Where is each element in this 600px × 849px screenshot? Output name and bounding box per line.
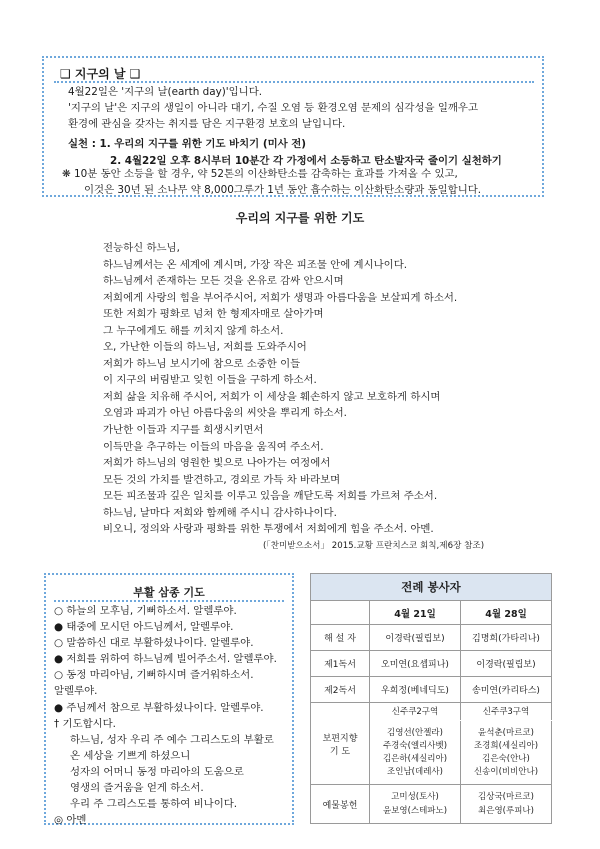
row-label: 제1독서 [311, 651, 370, 677]
minister-name: 윤석춘(마르코) [478, 727, 534, 738]
ministry-table [310, 573, 552, 824]
minister-name: 김상국(마르코) [478, 792, 534, 803]
minister-cell: 김명희(가타리나) [461, 625, 552, 651]
minister-cell: 이경락(필립보) [370, 625, 461, 651]
minister-name: 김영선(안젤라) [387, 727, 443, 738]
date-header-1: 4월 21일 [370, 600, 461, 625]
easter-prayer-box [44, 573, 294, 825]
date-header-2: 4월 28일 [461, 600, 552, 625]
prayer-text [103, 240, 484, 554]
prayer-citation: (「찬미받으소서」 2015.교황 프란치스코 회칙,제6장 참조) [263, 540, 485, 551]
row-label: 제2독서 [311, 676, 370, 702]
prayer-title: 우리의 지구를 위한 기도 [235, 211, 365, 225]
divider [54, 600, 284, 602]
earth-day-line: '지구의 날'은 지구의 생일이 아니라 대기, 수질 오염 등 환경오염 문제의 심각성을 일깨우고 [68, 102, 478, 114]
note-line: ❋ 10분 동안 소등을 할 경우, 약 52톤의 이산화탄소를 감축하는 효과를 가져올 수 있고, [62, 168, 458, 180]
prayer-line: 가난한 이들과 지구를 희생시키면서 [103, 424, 264, 437]
easter-line: ● 태중에 모시던 아드님께서, 알렐루야. [54, 621, 234, 634]
earth-day-title: ❑ 지구의 날 ❑ [60, 67, 141, 81]
minister-cell: 우희정(베네딕도) [370, 676, 461, 702]
prayer-line: 그 누구에게도 해를 끼치지 않게 하소서. [103, 324, 284, 337]
prayer-line: 이 지구의 버림받고 잊힌 이들을 구하게 하소서. [103, 374, 317, 387]
row-label: 보편지향 기 도 [311, 702, 370, 785]
minister-name: 김은하(세실리아) [382, 753, 448, 764]
easter-line: ○ 하늘의 모후님, 기뻐하소서. 알렐루야. [54, 605, 237, 617]
note-line: 이것은 30년 된 소나무 약 8,000그루가 1년 동안 흡수하는 이산화탄소량과 동일합니다. [84, 184, 482, 196]
prayer-line: 하느님께서는 온 세계에 계시며, 가장 작은 피조물 안에 계시나이다. [103, 258, 408, 271]
ministry-title: 전례 봉사자 [311, 574, 552, 601]
easter-line: 알렐루야. [54, 685, 98, 698]
minister-cell: 이경락(필립보) [461, 651, 552, 677]
easter-line: 성자의 어머니 동정 마리아의 도움으로 [70, 765, 244, 778]
easter-line: ◎ 아멘 [54, 814, 87, 827]
action-item-1: 실천 : 1. 우리의 지구를 위한 기도 바치기 (미사 전) [68, 138, 307, 150]
prayer-line: 저희 삶을 치유해 주시어, 저희가 이 세상을 훼손하지 않고 보호하게 하시며 [103, 390, 441, 403]
prayer-line: 저희가 하느님 보시기에 참으로 소중한 이들 [103, 357, 301, 370]
prayer-line: 또한 저희가 평화로 넘쳐 한 형제자매로 살아가며 [103, 308, 324, 321]
minister-cell: 송미연(카리타스) [461, 676, 552, 702]
prayer-line: 모든 피조물과 깊은 일치를 이루고 있음을 깨닫도록 저희를 가르쳐 주소서. [103, 490, 438, 503]
minister-name: 최은영(루피나) [478, 806, 534, 817]
action-item-2: 2. 4월22일 오후 8시부터 10분간 각 가정에서 소등하고 탄소발자국 줄이기 실천하기 [110, 155, 502, 167]
prayer-line: 오염과 파괴가 아닌 아름다움의 씨앗을 뿌리게 하소서. [103, 407, 347, 420]
minister-name: 고미성(토사) [391, 792, 439, 803]
earth-day-box [42, 56, 544, 197]
prayer-line: 오, 가난한 이들의 하느님, 저희를 도와주시어 [103, 341, 307, 354]
easter-line: ○ 동정 마리아님, 기뻐하시며 즐거워하소서. [54, 669, 254, 682]
easter-line: † 기도합시다. [54, 717, 116, 730]
prayer-line: 저희에게 사랑의 힘을 부어주시어, 저희가 생명과 아름다움을 보살피게 하소서. [103, 291, 458, 304]
easter-prayer-title: 부활 삼종 기도 [133, 586, 205, 599]
easter-line: 하느님, 성자 우리 주 예수 그리스도의 부활로 [70, 733, 274, 746]
easter-line: ● 저희를 위하여 하느님께 빌어주소서. 알렐루야. [54, 653, 277, 666]
prayer-line: 하느님, 날마다 저희와 함께해 주시니 감사하나이다. [103, 506, 337, 519]
easter-line: ○ 말씀하신 대로 부활하셨나이다. 알렐루야. [54, 637, 254, 650]
prayer-line: 이득만을 추구하는 이들의 마음을 움직여 주소서. [103, 440, 324, 453]
prayer-line: 비오니, 정의와 사랑과 평화를 위한 투쟁에서 저희에게 힘을 주소서. 아멘. [103, 523, 434, 536]
minister-name: 주경숙(엘리사벳) [382, 740, 448, 751]
easter-line: 우리 주 그리스도를 통하여 비나이다. [70, 798, 238, 811]
earth-day-line: 4월22일은 '지구의 날(earth day)'입니다. [68, 86, 263, 98]
divider [54, 81, 534, 83]
row-label: 예물봉헌 [311, 785, 370, 824]
prayer-line: 저희가 하느님의 영원한 빛으로 나아가는 여정에서 [103, 457, 331, 470]
group-label: 신주쿠3구역 [461, 702, 552, 720]
minister-name: 조경희(세실리아) [473, 740, 539, 751]
easter-line: 영생의 즐거움을 얻게 하소서. [70, 782, 204, 795]
easter-line: 온 세상을 기쁘게 하셨으니 [70, 749, 191, 762]
prayer-line: 전능하신 하느님, [103, 242, 180, 254]
row-label: 해 설 자 [311, 625, 370, 651]
prayer-line: 하느님께서 존재하는 모든 것을 온유로 감싸 안으시며 [103, 275, 344, 288]
blank-cell [311, 600, 370, 625]
minister-name: 조인남(데레사) [387, 766, 443, 777]
minister-cell: 오미연(요셉피나) [370, 651, 461, 677]
prayer-line: 모든 것의 가치를 발견하고, 경외로 가득 차 바라보며 [103, 473, 341, 486]
minister-name: 신송이(비비안나) [473, 766, 539, 777]
minister-name: 김은숙(안나) [482, 753, 530, 764]
easter-line: ● 주님께서 참으로 부활하셨나이다. 알렐루야. [54, 701, 264, 714]
group-label: 신주쿠2구역 [370, 702, 461, 720]
minister-name: 윤보영(스테파노) [382, 806, 448, 817]
earth-day-line: 환경에 관심을 갖자는 취지를 담은 지구환경 보호의 날입니다. [68, 118, 346, 130]
